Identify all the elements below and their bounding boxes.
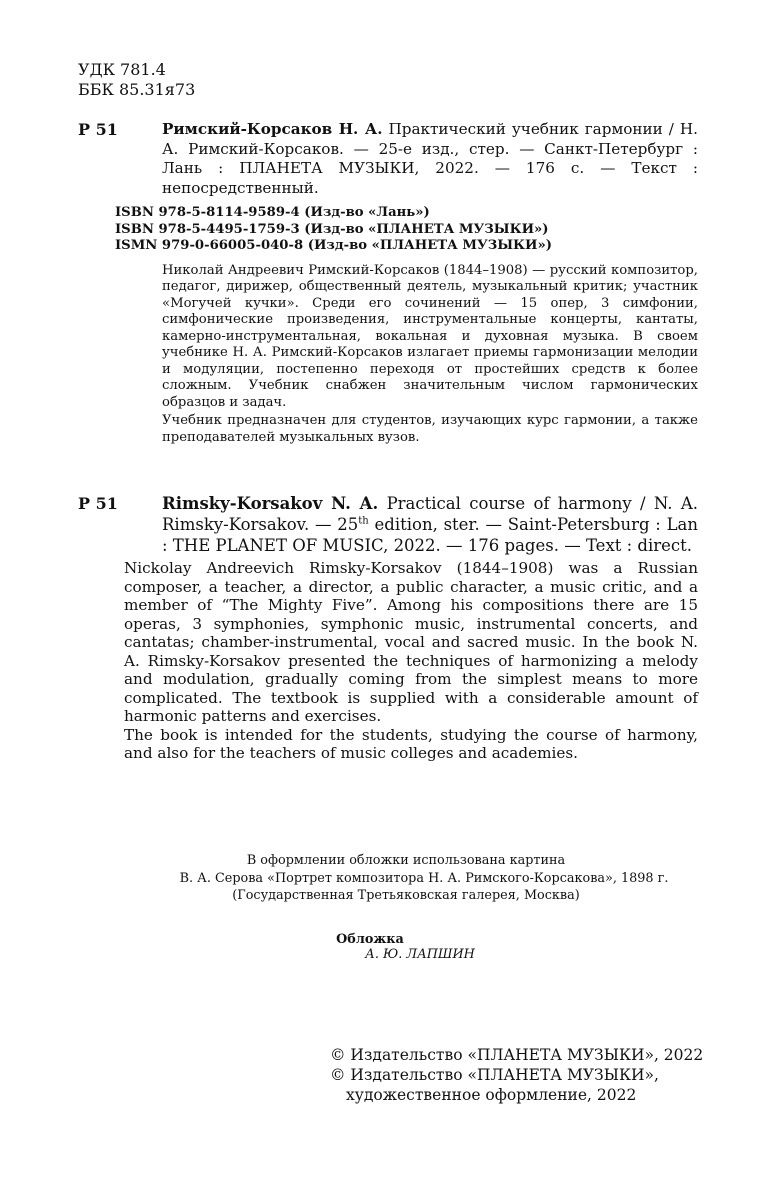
isbn-lan: ISBN 978-5-8114-9589-4 (Изд-во «Лань»)	[115, 205, 430, 220]
credit-line-3: (Государственная Третьяковская галерея, Москва)	[232, 888, 580, 903]
entry-ru-description: Практический учебник гармонии / Н. А. Римский-Корсаков. — 25-е изд., стер. — Санкт-Петербург : Лань : ПЛАНЕТА МУЗЫКИ, 2022. — 176 с. — Текст : непосредственный.	[162, 120, 698, 197]
bibliographic-entry-russian	[78, 120, 698, 446]
credit-line-1: В оформлении обложки использована картина	[246, 853, 566, 868]
cover-title: Обложка	[336, 932, 404, 947]
copyright-line-3: художественное оформление, 2022	[346, 1086, 637, 1104]
entry-ru-identifiers	[78, 205, 698, 255]
copyright-block	[330, 1045, 703, 1105]
cover-painting-credit	[160, 852, 688, 905]
cover-designer	[260, 932, 580, 962]
bibliographic-entry-english	[78, 493, 698, 763]
classification-codes	[78, 60, 195, 100]
entry-en-edition-sup: th	[358, 515, 369, 527]
entry-ru-heading	[78, 120, 698, 198]
copyright-line-2: © Издательство «ПЛАНЕТА МУЗЫКИ»,	[330, 1066, 659, 1084]
bbk-code: ББК 85.31я73	[78, 80, 196, 99]
credit-line-2: В. А. Серова «Портрет композитора Н. А. Римского-Корсакова», 1898 г.	[179, 870, 669, 886]
entry-ru-author: Римский-Корсаков Н. А.	[162, 120, 383, 138]
entry-en-author: Rimsky-Korsakov N. A.	[162, 494, 379, 513]
entry-en-description-b: edition, ster. — Saint-Petersburg : Lan : THE PLANET OF MUSIC, 2022. — 176 pages. — Text : direct.	[162, 515, 699, 555]
entry-en-abstract-p2: The book is intended for the students, studying the course of harmony, and also for the teachers of music colleges and academies.	[124, 725, 698, 762]
entry-en-abstract	[78, 559, 698, 763]
entry-en-description-a: Practical course of harmony / N. A. Rimsky-Korsakov. — 25	[162, 494, 698, 534]
entry-ru-abstract	[78, 263, 698, 447]
entry-en-bib-number: Р 51	[78, 494, 118, 513]
isbn-planeta: ISBN 978-5-4495-1759-3 (Изд-во «ПЛАНЕТА МУЗЫКИ»)	[115, 221, 549, 237]
copyright-line-1: © Издательство «ПЛАНЕТА МУЗЫКИ», 2022	[330, 1046, 704, 1064]
udk-code: УДК 781.4	[78, 60, 166, 79]
entry-ru-bib-number: Р 51	[78, 120, 118, 139]
entry-ru-abstract-p2: Учебник предназначен для студентов, изучающих курс гармонии, а также преподавателей музыкальных вузов.	[162, 413, 698, 445]
entry-en-abstract-p1: Nickolay Andreevich Rimsky-Korsakov (1844–1908) was a Russian composer, a teacher, a director, a public character, a music critic, and a member of “The Mighty Five”. Among his compositions there are 15 operas, 3 symphonies, symphonic music, instrumental concerts, and cantatas; chamber-instrumental, vocal and sacred music. In the book N. A. Rimsky-Korsakov presented the techniques of harmonizing a melody and modulation, gradually coming from the simplest means to more complicated. The textbook is supplied with a considerable amount of harmonic patterns and exercises.	[124, 559, 698, 725]
cover-designer-name: А. Ю. ЛАПШИН	[365, 947, 475, 962]
entry-en-heading	[78, 493, 698, 556]
entry-ru-abstract-p1: Николай Андреевич Римский-Корсаков (1844–1908) — русский композитор, педагог, дирижер, общественный деятель, музыкальный критик; участник «Могучей кучки». Среди его сочинений — 15 опер, 3 симфонии, симфонические произведения, инструментальные концерты, кантаты, камерно-инструментальная, вокальная и духовная музыка. В своем учебнике Н. А. Римский-Корсаков излагает приемы гармонизации мелодии и модуляции, постепенно переходя от простейших средств к более сложным. Учебник снабжен значительным числом гармонических образцов и задач.	[162, 262, 698, 410]
ismn-planeta: ISMN 979-0-66005-040-8 (Изд-во «ПЛАНЕТА МУЗЫКИ»)	[115, 238, 552, 253]
